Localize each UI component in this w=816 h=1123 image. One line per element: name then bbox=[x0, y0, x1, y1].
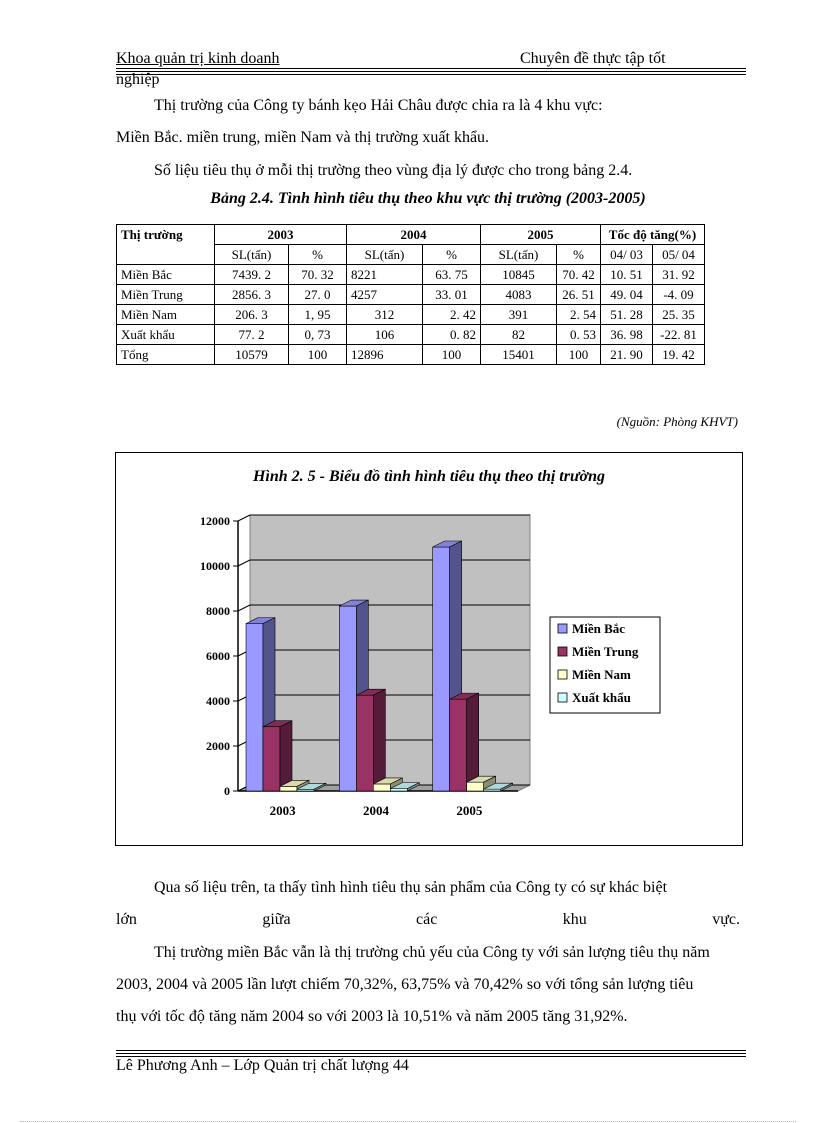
legend-swatch bbox=[558, 647, 567, 656]
legend-swatch bbox=[558, 670, 567, 679]
table-cell: 312 bbox=[347, 305, 423, 325]
intro-paragraph-2: Số liệu tiêu thụ ở mỗi thị trường theo vùng địa lý được cho trong bảng 2.4. bbox=[154, 162, 633, 179]
table-caption: Bảng 2.4. Tình hình tiêu thụ theo khu vực thị trường (2003-2005) bbox=[210, 190, 646, 207]
table-cell: 82 bbox=[481, 325, 557, 345]
row-label: Xuất khẩu bbox=[117, 325, 215, 345]
y-tick-label: 12000 bbox=[200, 514, 230, 528]
table-cell: 27. 0 bbox=[289, 285, 347, 305]
table-cell: 7439. 2 bbox=[215, 265, 289, 285]
table-cell: 10845 bbox=[481, 265, 557, 285]
x-tick-label: 2003 bbox=[269, 803, 296, 818]
row-label: Tổng bbox=[117, 345, 215, 365]
y-tick-label: 10000 bbox=[200, 559, 230, 573]
footer-rule-1 bbox=[116, 1050, 746, 1051]
bar-2005-1 bbox=[450, 699, 467, 791]
bar-2003-2 bbox=[280, 786, 297, 791]
table-cell: 0. 53 bbox=[557, 325, 601, 345]
table-cell: 391 bbox=[481, 305, 557, 325]
bar-2004-1 bbox=[356, 695, 373, 791]
bar-2005-2 bbox=[467, 782, 484, 791]
sub-pct-2003: % bbox=[289, 245, 347, 265]
table-cell: 26. 51 bbox=[557, 285, 601, 305]
table-cell: 51. 28 bbox=[601, 305, 653, 325]
x-tick-label: 2004 bbox=[363, 803, 389, 818]
header-growth: Tốc độ tăng(%) bbox=[601, 225, 705, 245]
intro-line-1: Thị trường của Công ty bánh kẹo Hải Châu được chia ra là 4 khu vực: bbox=[154, 97, 603, 114]
table-cell: 70. 42 bbox=[557, 265, 601, 285]
table-row-mien-trung bbox=[117, 285, 705, 305]
bar-2004-0 bbox=[339, 606, 356, 791]
table-cell: 2856. 3 bbox=[215, 285, 289, 305]
page-footer: Lê Phương Anh – Lớp Quản trị chất lượng 44 bbox=[116, 1057, 409, 1074]
gridline-diagonal bbox=[238, 515, 250, 521]
table-cell: 8221 bbox=[347, 265, 423, 285]
table-cell: -22. 81 bbox=[653, 325, 705, 345]
table-header-row bbox=[117, 225, 705, 245]
table-cell: 21. 90 bbox=[601, 345, 653, 365]
bar-2004-2 bbox=[373, 784, 390, 791]
y-tick-label: 0 bbox=[224, 784, 230, 798]
table-cell: 4257 bbox=[347, 285, 423, 305]
gridline-diagonal bbox=[238, 560, 250, 566]
analysis-paragraph-1 bbox=[116, 872, 740, 936]
analysis-line-4: 2003, 2004 và 2005 lần lượt chiếm 70,32%, 63,75% và 70,42% so với tổng sản lượng tiêu bbox=[116, 976, 694, 993]
legend-swatch bbox=[558, 624, 567, 633]
table-cell: 10579 bbox=[215, 345, 289, 365]
table-cell: 100 bbox=[557, 345, 601, 365]
legend-label: Miền Nam bbox=[572, 667, 631, 682]
legend-label: Xuất khẩu bbox=[572, 690, 631, 705]
table-cell: 31. 92 bbox=[653, 265, 705, 285]
sub-sl-2004: SL(tấn) bbox=[347, 245, 423, 265]
table-cell: 49. 04 bbox=[601, 285, 653, 305]
analysis-paragraph-2 bbox=[116, 937, 740, 1033]
table-cell: 36. 98 bbox=[601, 325, 653, 345]
row-label: Miền Bắc bbox=[117, 265, 215, 285]
header-year-2005: 2005 bbox=[481, 225, 601, 245]
gridline-diagonal bbox=[238, 605, 250, 611]
y-tick-label: 6000 bbox=[206, 649, 230, 663]
table-cell: 4083 bbox=[481, 285, 557, 305]
header-faculty: Khoa quản trị kinh doanh bbox=[116, 50, 280, 67]
row-label: Miền Trung bbox=[117, 285, 215, 305]
table-row-mien-nam bbox=[117, 305, 705, 325]
table-cell: 2. 54 bbox=[557, 305, 601, 325]
y-tick-label: 2000 bbox=[206, 739, 230, 753]
table-row-total bbox=[117, 345, 705, 365]
page-header bbox=[116, 50, 746, 90]
y-tick-label: 8000 bbox=[206, 604, 230, 618]
word: các bbox=[416, 911, 438, 928]
table-cell: 1, 95 bbox=[289, 305, 347, 325]
table-cell: 77. 2 bbox=[215, 325, 289, 345]
table-cell: 100 bbox=[289, 345, 347, 365]
header-rule-3 bbox=[116, 74, 746, 75]
header-rule-1 bbox=[116, 68, 746, 69]
table-cell: 0. 82 bbox=[423, 325, 481, 345]
header-rule-2 bbox=[116, 71, 746, 72]
table-cell: 100 bbox=[423, 345, 481, 365]
table-cell: 106 bbox=[347, 325, 423, 345]
intro-line-2: Miền Bắc. miền trung, miền Nam và thị trường xuất khẩu. bbox=[116, 129, 490, 146]
analysis-line-3: Thị trường miền Bắc vẫn là thị trường chủ yếu của Công ty với sản lượng tiêu thụ năm bbox=[154, 944, 710, 961]
page-bottom-dots bbox=[20, 1121, 796, 1122]
sub-growth-05-04: 05/ 04 bbox=[653, 245, 705, 265]
chart-title: Hình 2. 5 - Biểu đồ tình hình tiêu thụ theo thị trường bbox=[252, 468, 606, 485]
table-cell: 25. 35 bbox=[653, 305, 705, 325]
header-report-title: Chuyên đề thực tập tốt bbox=[520, 50, 666, 67]
legend-label: Miền Trung bbox=[572, 644, 639, 659]
sub-sl-2003: SL(tấn) bbox=[215, 245, 289, 265]
table-row-mien-bac bbox=[117, 265, 705, 285]
chart-frame bbox=[115, 452, 743, 846]
table-cell: 19. 42 bbox=[653, 345, 705, 365]
intro-paragraph-1 bbox=[116, 90, 740, 154]
table-cell: 206. 3 bbox=[215, 305, 289, 325]
bar-2003-1 bbox=[263, 727, 280, 791]
sub-pct-2005: % bbox=[557, 245, 601, 265]
analysis-line-5: thụ với tốc độ tăng năm 2004 so với 2003 là 10,51% và năm 2005 tăng 31,92%. bbox=[116, 1008, 628, 1025]
footer-rule-2 bbox=[116, 1053, 746, 1054]
bar-2005-1-side bbox=[467, 693, 479, 791]
bar-2004-1-side bbox=[373, 689, 385, 791]
bar-2003-1-side bbox=[280, 721, 292, 791]
sub-growth-04-03: 04/ 03 bbox=[601, 245, 653, 265]
bar-2005-0 bbox=[433, 547, 450, 791]
x-tick-label: 2005 bbox=[456, 803, 483, 818]
row-label: Miền Nam bbox=[117, 305, 215, 325]
word: giữa bbox=[262, 911, 291, 928]
table-cell: 12896 bbox=[347, 345, 423, 365]
y-tick-label: 4000 bbox=[206, 694, 230, 708]
table-cell: 10. 51 bbox=[601, 265, 653, 285]
bar-2003-0 bbox=[246, 624, 263, 791]
table-cell: 33. 01 bbox=[423, 285, 481, 305]
sales-table bbox=[116, 224, 705, 365]
sales-chart bbox=[116, 453, 742, 845]
sub-sl-2005: SL(tấn) bbox=[481, 245, 557, 265]
table-cell: 0, 73 bbox=[289, 325, 347, 345]
analysis-line-2 bbox=[116, 904, 740, 936]
header-year-2003: 2003 bbox=[215, 225, 347, 245]
header-report-title-cont: nghiệp bbox=[116, 71, 160, 88]
header-year-2004: 2004 bbox=[347, 225, 481, 245]
legend-swatch bbox=[558, 693, 567, 702]
table-row-xuat-khau bbox=[117, 325, 705, 345]
word: vực. bbox=[712, 911, 740, 928]
table-cell: -4. 09 bbox=[653, 285, 705, 305]
legend-label: Miền Bắc bbox=[572, 621, 626, 636]
table-source: (Nguồn: Phòng KHVT) bbox=[616, 414, 738, 429]
analysis-line-1: Qua số liệu trên, ta thấy tình hình tiêu thụ sản phẩm của Công ty có sự khác biệt bbox=[154, 879, 668, 896]
word: lớn bbox=[116, 911, 137, 928]
bar-2004-3 bbox=[390, 789, 407, 791]
table-cell: 2. 42 bbox=[423, 305, 481, 325]
table-cell: 70. 32 bbox=[289, 265, 347, 285]
table-cell: 63. 75 bbox=[423, 265, 481, 285]
word: khu bbox=[562, 911, 587, 928]
header-market: Thị trường bbox=[117, 225, 215, 265]
sub-pct-2004: % bbox=[423, 245, 481, 265]
table-cell: 15401 bbox=[481, 345, 557, 365]
